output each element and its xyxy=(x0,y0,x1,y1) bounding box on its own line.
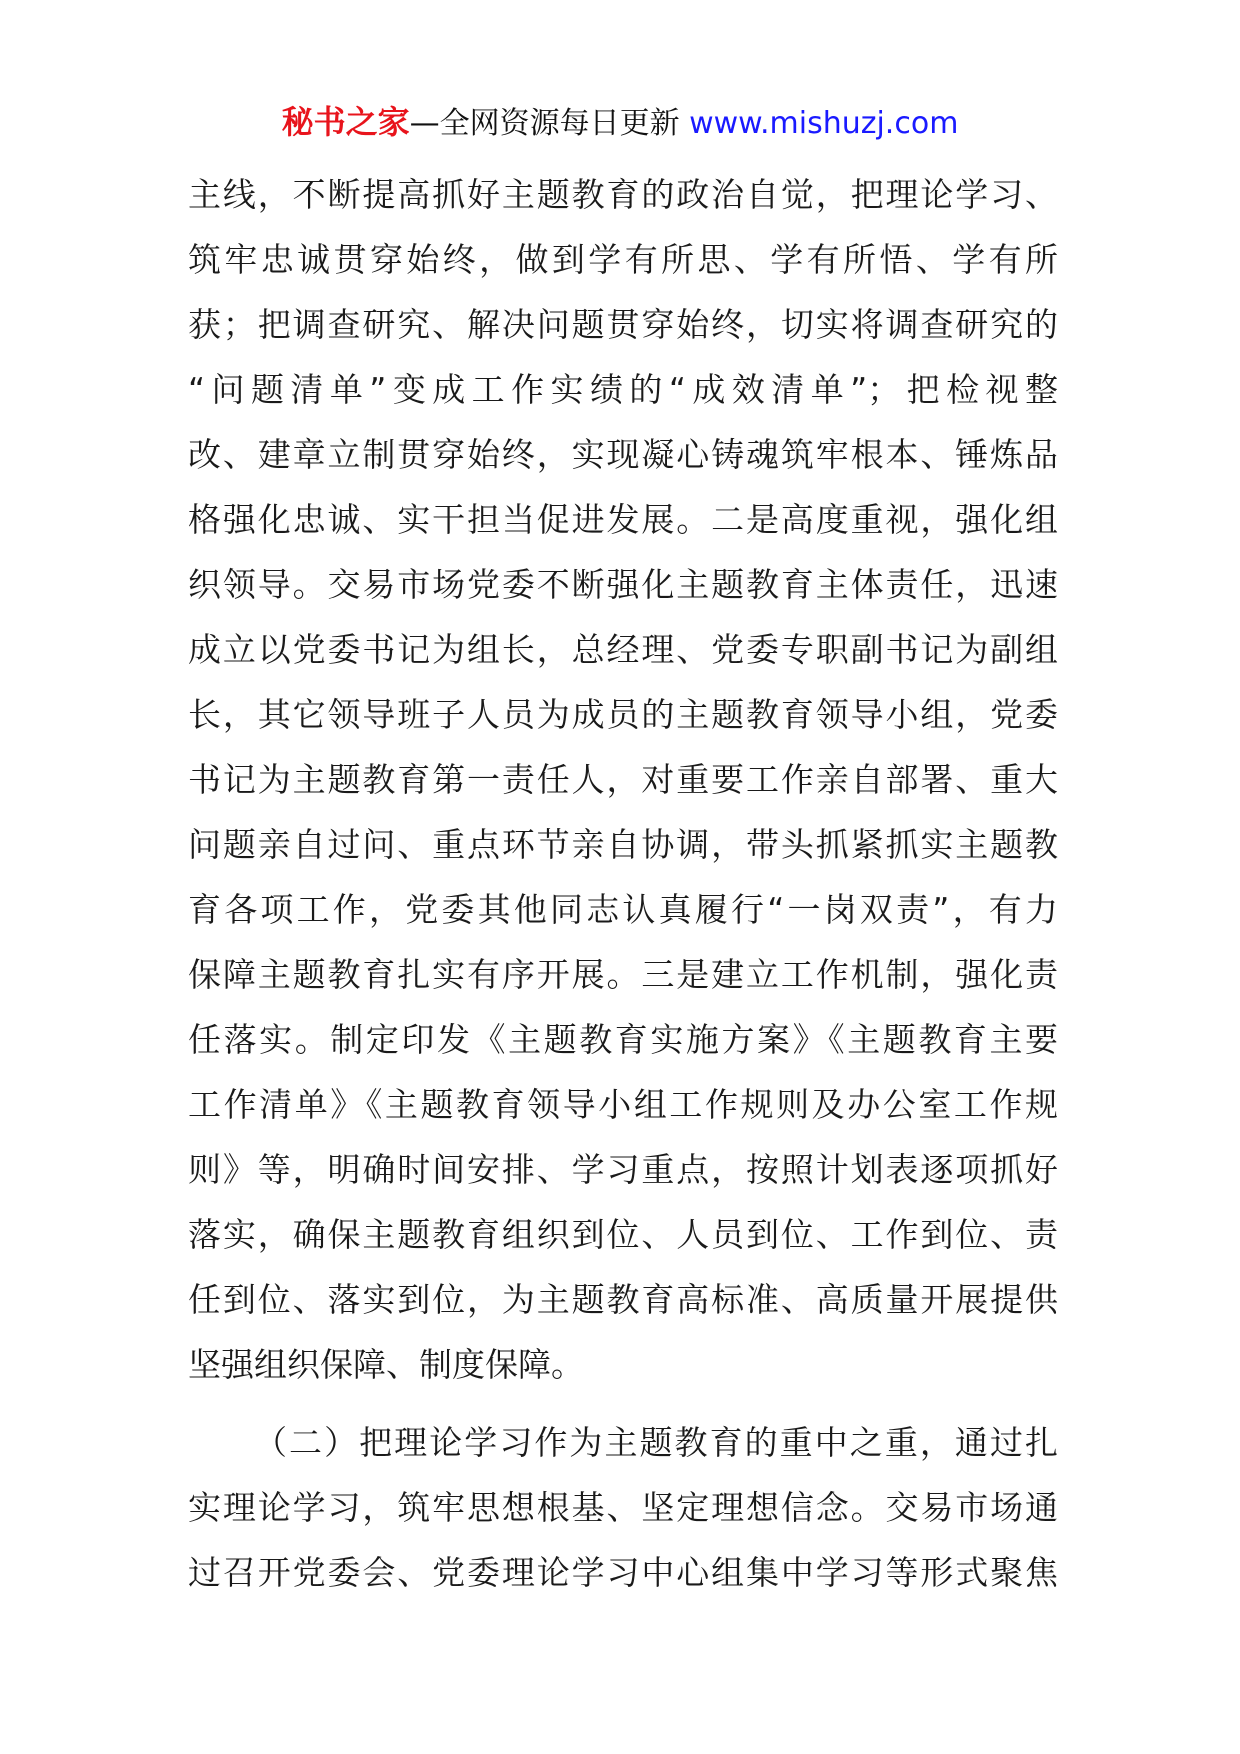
text-line: 实理论学习，筑牢思想根基、坚定理想信念。交易市场通 xyxy=(188,1488,1058,1527)
text-line: 成立以党委书记为组长，总经理、党委专职副书记为副组 xyxy=(188,630,1058,669)
text-line: 任落实。制定印发《主题教育实施方案》《主题教育主要 xyxy=(188,1020,1058,1059)
text-line: 则》等，明确时间安排、学习重点，按照计划表逐项抓好 xyxy=(188,1150,1058,1189)
text-line: “问题清单”变成工作实绩的“成效清单”；把检视整 xyxy=(188,370,1058,409)
text-line: 筑牢忠诚贯穿始终，做到学有所思、学有所悟、学有所 xyxy=(188,240,1058,279)
text-line: 育各项工作，党委其他同志认真履行“一岗双责”，有力 xyxy=(188,890,1058,929)
document-body xyxy=(188,162,1058,1605)
text-line: 获；把调查研究、解决问题贯穿始终，切实将调查研究的 xyxy=(188,305,1058,344)
text-line: 任到位、落实到位，为主题教育高标准、高质量开展提供 xyxy=(188,1280,1058,1319)
paragraph-2 xyxy=(188,1410,1058,1605)
text-line: 保障主题教育扎实有序开展。三是建立工作机制，强化责 xyxy=(188,955,1058,994)
text-line: 过召开党委会、党委理论学习中心组集中学习等形式聚焦 xyxy=(188,1553,1058,1592)
text-line: 问题亲自过问、重点环节亲自协调，带头抓紧抓实主题教 xyxy=(188,825,1058,864)
text-line: 长，其它领导班子人员为成员的主题教育领导小组，党委 xyxy=(188,695,1058,734)
text-line: 落实，确保主题教育组织到位、人员到位、工作到位、责 xyxy=(188,1215,1058,1254)
website-link[interactable]: www.mishuzj.com xyxy=(679,106,959,141)
text-line: 主线，不断提高抓好主题教育的政治自觉，把理论学习、 xyxy=(188,175,1058,214)
text-line: 格强化忠诚、实干担当促进发展。二是高度重视，强化组 xyxy=(188,500,1058,539)
paragraph-gap xyxy=(188,1397,1058,1410)
paragraph-1 xyxy=(188,162,1058,1397)
text-line: 书记为主题教育第一责任人，对重要工作亲自部署、重大 xyxy=(188,760,1058,799)
text-line: 工作清单》《主题教育领导小组工作规则及办公室工作规 xyxy=(188,1085,1058,1124)
text-line: 改、建章立制贯穿始终，实现凝心铸魂筑牢根本、锤炼品 xyxy=(188,435,1058,474)
text-line: （二）把理论学习作为主题教育的重中之重，通过扎 xyxy=(254,1423,1058,1462)
header-tagline: —全网资源每日更新 xyxy=(409,106,680,141)
text-line: 织领导。交易市场党委不断强化主题教育主体责任，迅速 xyxy=(188,565,1058,604)
brand-name: 秘书之家 xyxy=(281,103,410,141)
page-header xyxy=(0,100,1240,146)
text-line: 坚强组织保障、制度保障。 xyxy=(188,1345,584,1384)
